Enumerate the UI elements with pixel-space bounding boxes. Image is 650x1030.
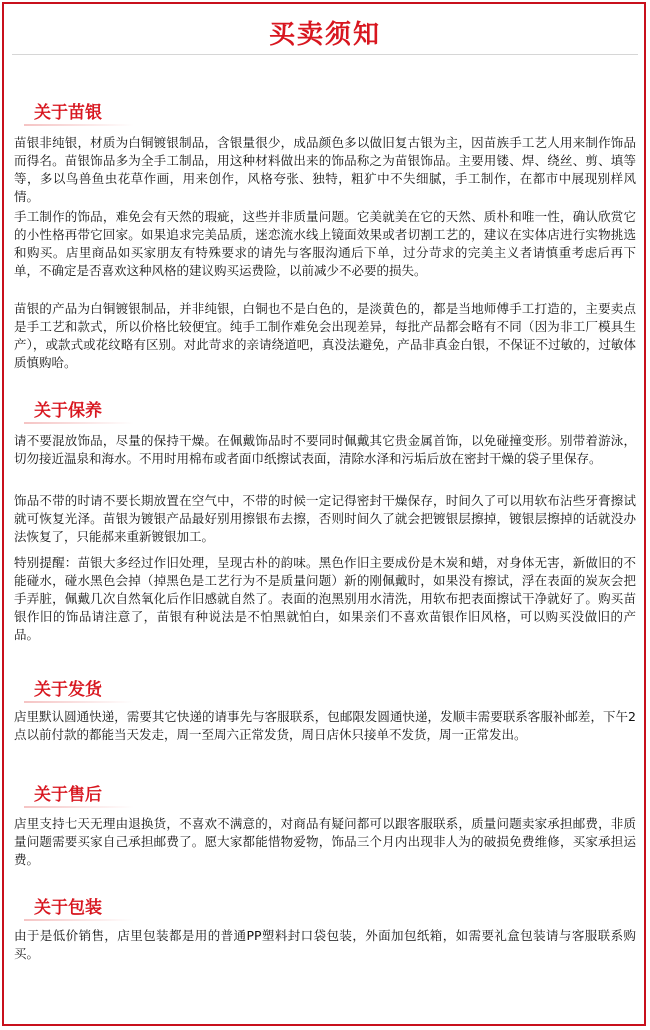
paragraph-care-2: 饰品不带的时请不要长期放置在空气中，不带的时候一定记得密封干燥保存，时间久了可以用软布沾些牙膏擦试就可恢复光泽。苗银为镀银产品最好别用擦银布去擦，否则时间久了就会把镀银层擦掉，镀银层擦掉的话就没办法恢复了，只能郝来重新镀银加工。 <box>14 493 636 544</box>
section-heading-miao-silver: 关于苗银 <box>34 98 102 123</box>
section-heading-after-sales: 关于售后 <box>34 780 102 805</box>
paragraph-after-sales-1: 店里支持七天无理由退换货，不喜欢不满意的，对商品有疑问都可以跟客服联系，质量问题卖家承担邮费，非质量问题需要买家自己承担邮费了。愿大家都能惜物爱物，饰品三个月内出现非人为的破损免费维修，买家承担运费。 <box>14 816 636 867</box>
paragraph-miao-silver-1: 苗银非纯银，材质为白铜镀银制品，含银量很少，成品颜色多以做旧复古银为主，因苗族手工艺人用来制作饰品而得名。苗银饰品多为全手工制品，用这种材料做出来的饰品称之为苗银饰品。主要用镂、焊、绕丝、剪、填等等，多以鸟兽鱼虫花草作画，用来创作，风格夸张、独特，粗犷中不失细腻，手工制作，在都市中展现别样风情。 <box>14 135 636 204</box>
section-heading-packaging: 关于包装 <box>34 893 102 918</box>
paragraph-care-1: 请不要混放饰品，尽量的保持干燥。在佩戴饰品时不要同时佩戴其它贵金属首饰，以免碰撞变形。别带着游泳，切勿接近温泉和海水。不用时用棉布或者面巾纸擦试表面，清除水泽和污垢后放在密封干燥的袋子里保存。 <box>14 433 636 466</box>
paragraph-care-3: 特别提醒：苗银大多经过作旧处理，呈现古朴的韵味。黑色作旧主要成份是木炭和蜡，对身体无害，新做旧的不能碰水，碰水黑色会掉（掉黑色是工艺行为不是质量问题）新的刚佩戴时，如果没有擦试，浮在表面的炭灰会把手弄脏，佩戴几次自然氧化后作旧感就自然了。表面的泡黑别用水清洗，用软布把表面擦试干净就好了。购买苗银作旧的饰品请注意了，苗银有种说法是不怕黑就怕白，如果亲们不喜欢苗银作旧风格，可以购买没做旧的产品。 <box>14 555 636 642</box>
section-heading-shipping: 关于发货 <box>34 675 102 700</box>
paragraph-shipping-1: 店里默认圆通快递，需要其它快递的请事先与客服联系，包邮限发圆通快递，发顺丰需要联系客服补邮差，下午2点以前付款的都能当天发走，周一至周六正常发货，周日店休只接单不发货，周一正常发出。 <box>14 709 636 742</box>
page-title: 买卖须知 <box>268 20 381 50</box>
title-divider <box>12 54 638 55</box>
section-heading-care: 关于保养 <box>34 396 102 421</box>
paragraph-miao-silver-2: 手工制作的饰品，难免会有天然的瑕疵，这些并非质量问题。它美就美在它的天然、质朴和唯一性，确认欣赏它的小性格再带它回家。如果追求完美品质，迷恋流水线上镜面效果或者切割工艺的，建议在实体店进行实物挑选和购买。店里商品如买家朋友有特殊要求的请先与客服沟通后下单，过分苛求的完美主义者请慎重考虑后再下单，不确定是否喜欢这种风格的建议购买运费险，以前减少不必要的损失。 <box>14 209 636 278</box>
paragraph-packaging-1: 由于是低价销售，店里包装都是用的普通PP塑料封口袋包装，外面加包纸箱，如需要礼盒包装请与客服联系购买。 <box>14 928 636 961</box>
paragraph-miao-silver-3: 苗银的产品为白铜镀银制品，并非纯银，白铜也不是白色的，是淡黄色的，都是当地师傅手工打造的，主要卖点是手工艺和款式，所以价格比较便宜。纯手工制作难免会出现差异，每批产品都会略有不同（因为非工厂模具生产），或款式或花纹略有区别。对此苛求的亲请绕道吧，真没法避免，产品非真金白银，不保证不过敏的，过敏体质慎购哈。 <box>14 301 636 370</box>
